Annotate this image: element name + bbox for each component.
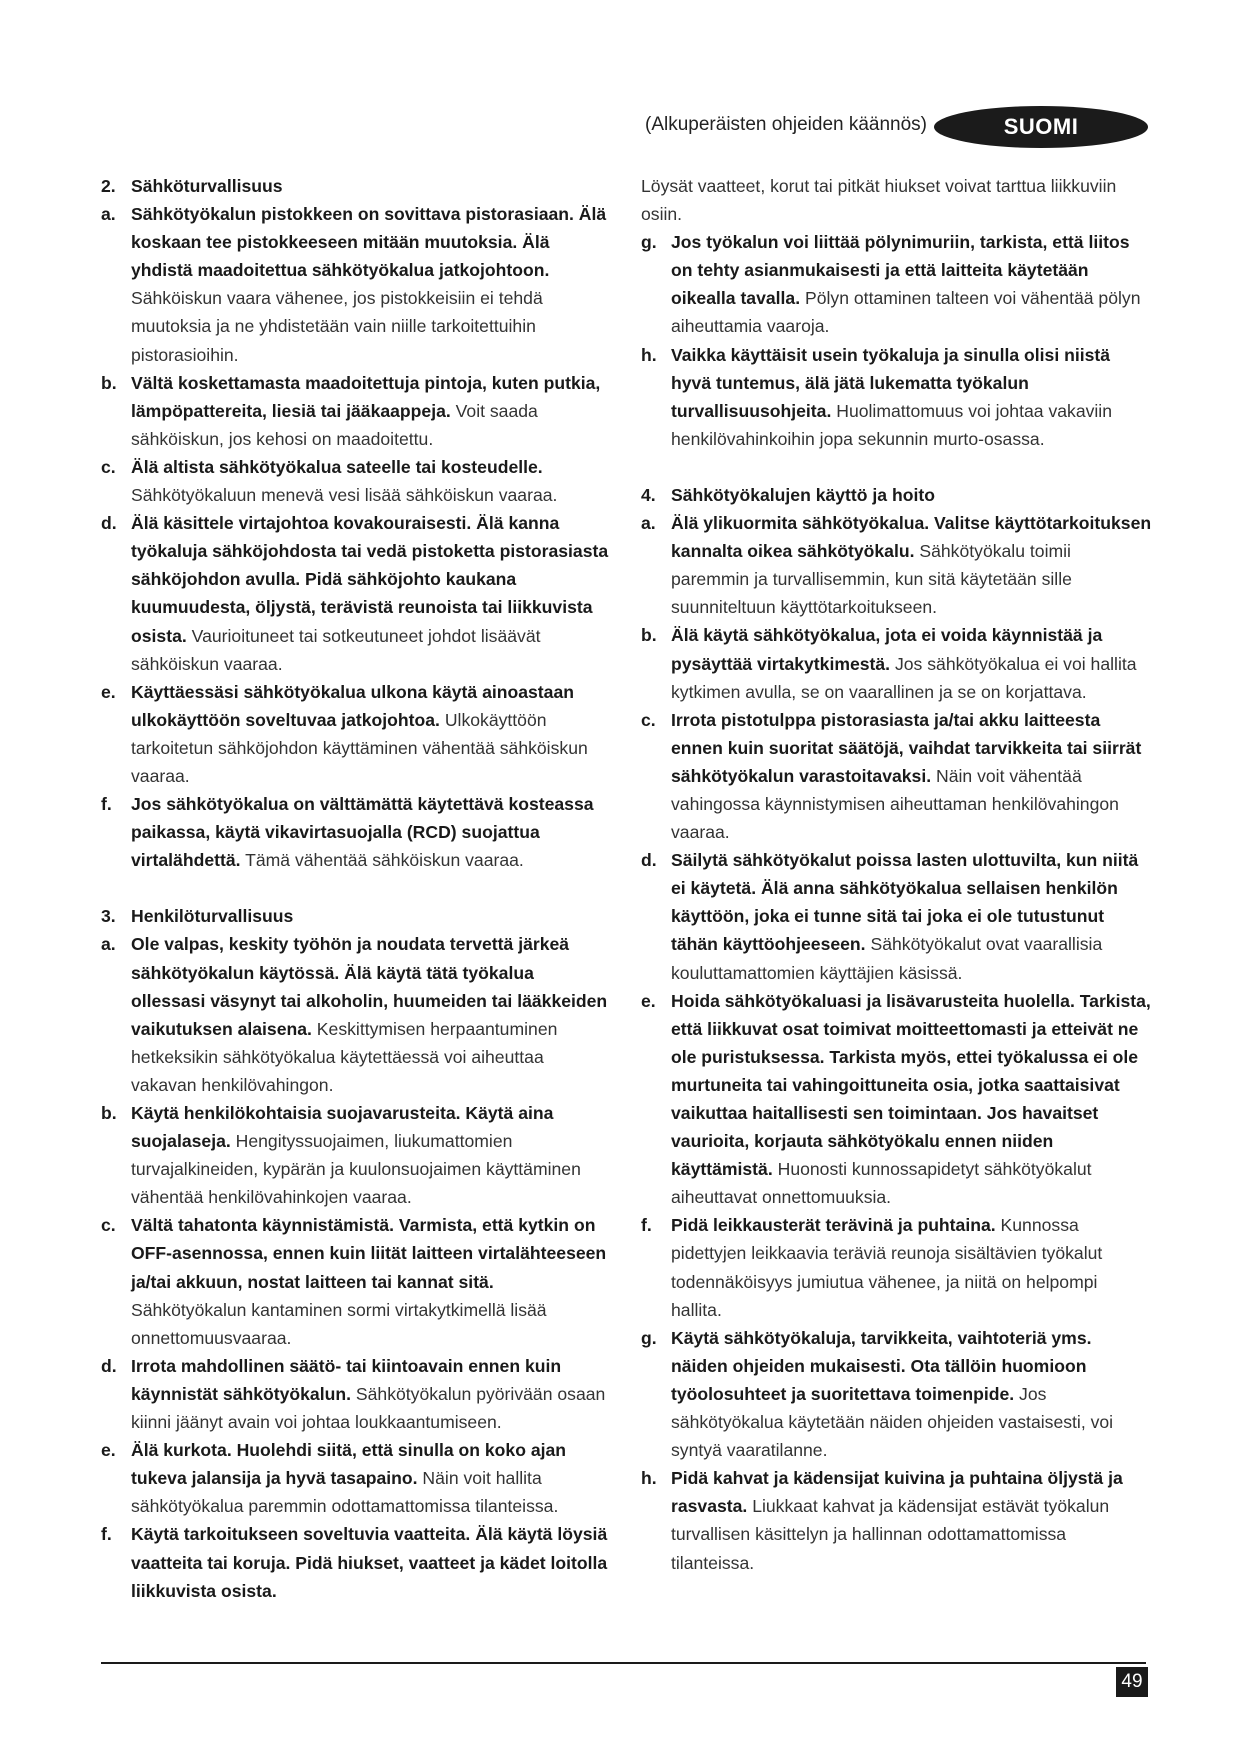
section-4-heading	[641, 481, 1153, 509]
item-explanation: Sähkötyökalun kantaminen sormi virtakytkimellä lisää onnettomuusvaaraa.	[131, 1299, 547, 1348]
item-instruction: Hoida sähkötyökaluasi ja lisävarusteita huolella. Tarkista, että liikkuvat osat toimivat moitteettomasti ja etteivät ne ole puristuksessa. Tarkista myös, ettei työkalussa ei ole murtuneita tai vahingoittuneita osia, jotka saattaisivat vaikuttaa haitallisesti sen toimintaan. Jos havaitset vaurioita, korjauta sähkötyökalu ennen niiden käyttämistä.	[671, 990, 1151, 1180]
left-column	[101, 172, 613, 1605]
item-letter: f.	[641, 1215, 652, 1236]
list-item	[641, 341, 1153, 453]
item-letter: d.	[101, 513, 117, 534]
list-item	[101, 200, 613, 369]
item-explanation: Hengityssuojaimen, liukumattomien turvajalkineiden, kypärän ja kuulonsuojaimen käyttäminen vähentää henkilövahinkojen vaaraa.	[131, 1131, 581, 1208]
item-letter: d.	[101, 1355, 117, 1376]
page-number: 49	[1116, 1667, 1148, 1697]
item-explanation: Jos sähkötyökalua käytetään näiden ohjeiden vastaisesti, voi syntyä vaaratilanne.	[671, 1383, 1114, 1461]
item-letter: f.	[101, 794, 112, 815]
item-instruction: Käytä tarkoitukseen soveltuvia vaatteita. Älä käytä löysiä vaatteita tai koruja. Pidä hiukset, vaatteet ja kädet loitolla liikkuvista osista.	[131, 1524, 608, 1601]
item-letter: e.	[101, 1440, 116, 1461]
item-instruction: Ole valpas, keskity työhön ja noudata tervettä järkeä sähkötyökalun käytössä. Älä käytä tätä työkalua ollessasi väsynyt tai alkoholin, huumeiden tai lääkkeiden vaikutuksen alaisena.	[131, 934, 608, 1039]
item-letter: d.	[641, 850, 657, 871]
list-item	[101, 1436, 613, 1520]
item-letter: c.	[101, 1215, 116, 1236]
item-instruction: Sähkötyökalun pistokkeen on sovittava pistorasiaan. Älä koskaan tee pistokkeeseen mitään muutoksia. Älä yhdistä maadoitettua sähkötyökalua jatkojohtoon.	[131, 204, 607, 281]
list-item	[641, 621, 1153, 705]
item-instruction: Pidä kahvat ja kädensijat kuivina ja puhtaina öljystä ja rasvasta.	[671, 1468, 1123, 1517]
section-title: Sähköturvallisuus	[131, 176, 283, 196]
item-letter: c.	[101, 456, 116, 477]
item-instruction: Vaikka käyttäisit usein työkaluja ja sinulla olisi niistä hyvä tuntemus, älä jätä lukematta työkalun turvallisuusohjeita.	[671, 344, 1111, 421]
item-instruction: Älä käsittele virtajohtoa kovakouraisesti. Älä kanna työkaluja sähköjohdosta tai vedä pistoketta pistorasiasta sähköjohdon avulla. Pidä sähköjohto kaukana kuumuudesta, öljystä, terävistä reunoista tai liikkuvista osista.	[131, 513, 609, 646]
item-letter: a.	[641, 513, 656, 534]
section-3-list	[101, 930, 613, 1604]
item-letter: b.	[641, 625, 657, 646]
item-letter: h.	[641, 1468, 657, 1489]
item-instruction: Irrota pistotulppa pistorasiasta ja/tai akku laitteesta ennen kuin suoritat säätöjä, vaihdat tarvikkeita tai siirrät sähkötyökalun varastoitavaksi.	[671, 709, 1142, 786]
list-item	[641, 1211, 1153, 1323]
list-item	[641, 509, 1153, 621]
item-letter: e.	[641, 990, 656, 1011]
item-explanation: Keskittymisen herpaantuminen hetkeksikin sähkötyökalua käytettäessä voi aiheuttaa vakavan henkilövahingon.	[131, 1018, 558, 1095]
item-explanation: Näin voit vähentää vahingossa käynnistymisen aiheuttaman henkilövahingon vaaraa.	[671, 765, 1119, 843]
section-number: 3.	[101, 906, 116, 927]
item-letter: a.	[101, 204, 116, 225]
item-letter: h.	[641, 344, 657, 365]
list-item	[101, 509, 613, 678]
item-explanation: Vaurioituneet tai sotkeutuneet johdot lisäävät sähköiskun vaaraa.	[131, 625, 541, 674]
list-item	[101, 1520, 613, 1604]
section-number: 2.	[101, 176, 116, 196]
list-item	[641, 1464, 1153, 1576]
item-instruction: Vältä tahatonta käynnistämistä. Varmista, että kytkin on OFF-asennossa, ennen kuin liität laitteen virtalähteeseen ja/tai akkuun, nostat laitteen tai kannat sitä.	[131, 1215, 607, 1292]
list-item	[641, 1324, 1153, 1464]
item-explanation: Huonosti kunnossapidetyt sähkötyökalut aiheuttavat onnettomuuksia.	[671, 1159, 1092, 1208]
item-explanation: Näin voit hallita sähkötyökalua paremmin odottamattomissa tilanteissa.	[131, 1468, 559, 1517]
right-column	[641, 172, 1153, 1577]
item-letter: f.	[101, 1524, 112, 1545]
item-instruction: Irrota mahdollinen säätö- tai kiintoavain ennen kuin käynnistät sähkötyökalun.	[131, 1355, 562, 1404]
footer-rule	[101, 1662, 1146, 1664]
item-instruction: Älä altista sähkötyökalua sateelle tai kosteudelle.	[131, 456, 543, 477]
section-3-heading	[101, 902, 613, 930]
list-item	[101, 930, 613, 1099]
list-item	[101, 1352, 613, 1436]
item-letter: a.	[101, 934, 116, 955]
list-item	[641, 706, 1153, 846]
item-instruction: Älä ylikuormita sähkötyökalua. Valitse käyttötarkoituksen kannalta oikea sähkötyökalu.	[671, 513, 1152, 562]
header-note: (Alkuperäisten ohjeiden käännös)	[645, 114, 928, 135]
item-explanation: Liukkaat kahvat ja kädensijat estävät työkalun turvallisen käsittelyn ja hallinnan odottamattomissa tilanteissa.	[671, 1496, 1110, 1573]
list-item	[101, 1099, 613, 1211]
item-instruction: Älä käytä sähkötyökalua, jota ei voida käynnistää ja pysäyttää virtakytkimestä.	[671, 625, 1103, 674]
continuation-text: Löysät vaatteet, korut tai pitkät hiukset voivat tarttua liikkuviin osiin.	[641, 176, 1117, 225]
item-instruction: Käyttäessäsi sähkötyökalua ulkona käytä ainoastaan ulkokäyttöön soveltuvaa jatkojohtoa.	[131, 681, 574, 730]
section-title: Sähkötyökalujen käyttö ja hoito	[671, 484, 935, 505]
item-explanation: Jos sähkötyökalua ei voi hallita kytkimen avulla, se on vaarallinen ja se on korjattava.	[671, 653, 1137, 702]
section-3-list-continued	[641, 228, 1153, 453]
item-explanation: Sähkötyökaluun menevä vesi lisää sähköiskun vaaraa.	[131, 485, 558, 506]
item-explanation: Sähkötyökalut ovat vaarallisia kouluttamattomien käyttäjien käsissä.	[671, 934, 1103, 983]
list-item	[101, 790, 613, 874]
list-item	[641, 228, 1153, 340]
item-instruction: Vältä koskettamasta maadoitettuja pintoja, kuten putkia, lämpöpattereita, liesiä tai jääkaappeja.	[131, 372, 601, 421]
list-item	[101, 678, 613, 790]
section-number: 4.	[641, 484, 656, 505]
section-4-list	[641, 509, 1153, 1577]
item-letter: b.	[101, 372, 117, 393]
item-instruction: Käytä henkilökohtaisia suojavarusteita. Käytä aina suojalaseja.	[131, 1103, 554, 1152]
item-instruction: Käytä sähkötyökaluja, tarvikkeita, vaihtoteriä yms. näiden ohjeiden mukaisesti. Ota tällöin huomioon työolosuhteet ja suoritettava toimenpide.	[671, 1327, 1092, 1404]
list-item	[101, 453, 613, 509]
section-title: Henkilöturvallisuus	[131, 906, 294, 927]
item-explanation: Sähköiskun vaara vähenee, jos pistokkeisiin ei tehdä muutoksia ja ne yhdistetään vain niille tarkoitettuihin pistorasioihin.	[131, 288, 543, 365]
item-explanation: Sähkötyökalu toimii paremmin ja turvallisemmin, kun sitä käytetään sille suunniteltuun käyttötarkoitukseen.	[671, 541, 1072, 618]
item-letter: c.	[641, 709, 656, 730]
item-letter: b.	[101, 1103, 117, 1123]
item-instruction: Säilytä sähkötyökalut poissa lasten ulottuvilta, kun niitä ei käytetä. Älä anna sähkötyökalua sellaisen henkilön käyttöön, joka ei tunne sitä tai joka ei ole tutustunut tähän käyttöohjeeseen.	[671, 850, 1139, 955]
list-item	[641, 987, 1153, 1212]
item-instruction: Älä kurkota. Huolehdi siitä, että sinulla on koko ajan tukeva jalansija ja hyvä tasapaino.	[131, 1440, 567, 1489]
section-2-heading	[101, 172, 613, 200]
item-explanation: Kunnossa pidettyjen leikkaavia teräviä reunoja sisältävien työkalut todennäköisyys jumiutua vähenee, ja niitä on helpompi hallita.	[671, 1215, 1103, 1320]
item-explanation: Voit saada sähköiskun, jos kehosi on maadoitettu.	[131, 400, 538, 449]
list-item	[101, 1211, 613, 1351]
item-instruction: Jos sähkötyökalua on välttämättä käytettävä kosteassa paikassa, käytä vikavirtasuojalla (RCD) suojattua virtalähdettä.	[131, 794, 594, 871]
list-item	[641, 846, 1153, 986]
item-explanation: Huolimattomuus voi johtaa vakaviin henkilövahinkoihin jopa sekunnin murto-osassa.	[671, 400, 1113, 449]
item-explanation: Tämä vähentää sähköiskun vaaraa.	[240, 850, 524, 871]
item-letter: g.	[641, 232, 657, 253]
item-explanation: Pölyn ottaminen talteen voi vähentää pölyn aiheuttamia vaaroja.	[671, 288, 1141, 337]
item-instruction: Pidä leikkausterät terävinä ja puhtaina.	[671, 1215, 996, 1236]
section-2-list	[101, 200, 613, 874]
item-explanation: Sähkötyökalun pyörivään osaan kiinni jäänyt avain voi johtaa loukkaantumiseen.	[131, 1383, 606, 1433]
item-explanation: Ulkokäyttöön tarkoitetun sähköjohdon käyttäminen vähentää sähköiskun vaaraa.	[131, 709, 588, 786]
item-instruction: Jos työkalun voi liittää pölynimuriin, tarkista, että liitos on tehty asianmukaisesti ja että laitteita käytetään oikealla tavalla.	[671, 232, 1130, 309]
item-letter: e.	[101, 681, 116, 702]
list-item	[101, 369, 613, 453]
item-letter: g.	[641, 1327, 657, 1348]
language-badge: SUOMI	[934, 106, 1148, 148]
